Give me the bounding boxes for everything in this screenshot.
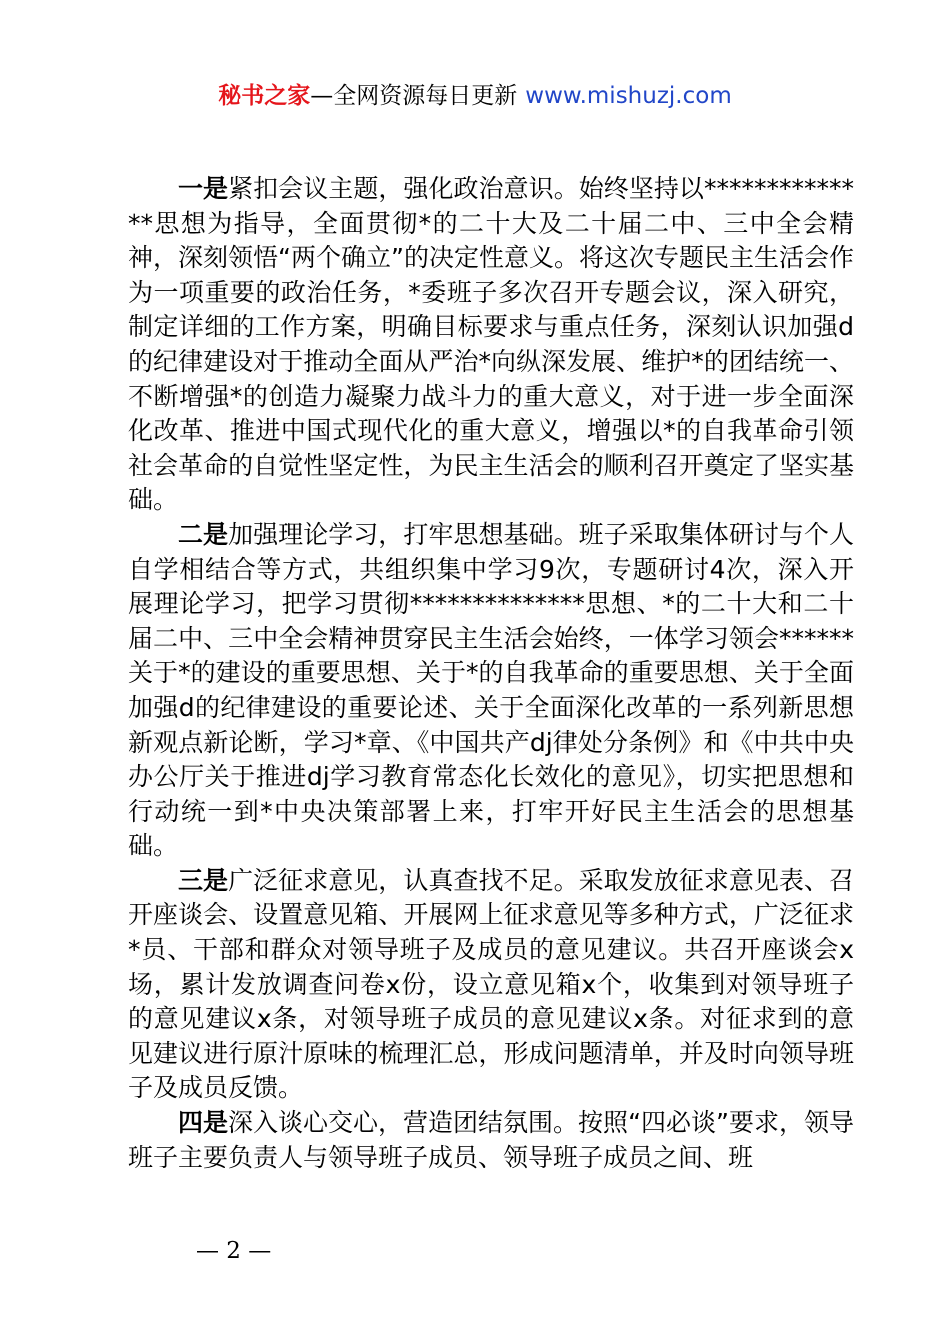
site-header xyxy=(0,80,950,112)
site-url-link[interactable]: www.mishuzj.com xyxy=(525,83,732,109)
paragraph-text: 广泛征求意见，认真查找不足。采取发放征求意见表、召开座谈会、设置意见箱、开展网上征求意见等多种方式，广泛征求*员、干部和群众对领导班子及成员的意见建议。共召开座谈会x场，累计发放调查问卷x份，设立意见箱x个，收集到对领导班子的意见建议x条，对领导班子成员的意见建议x条。对征求到的意见建议进行原汁原味的梳理汇总，形成问题清单，并及时向领导班子及成员反馈。 xyxy=(128,865,854,1103)
paragraph-3 xyxy=(128,864,854,1106)
paragraph-1 xyxy=(128,172,854,518)
paragraph-text: 紧扣会议主题，强化政治意识。始终坚持以**************思想为指导，全面贯彻*的二十大及二十届二中、三中全会精神，深刻领悟“两个确立”的决定性意义。将这次专题民主生活会作为一项重要的政治任务，*委班子多次召开专题会议，深入研究，制定详细的工作方案，明确目标要求与重点任务，深刻认识加强d的纪律建设对于推动全面从严治*向纵深发展、维护*的团结统一、不断增强*的创造力凝聚力战斗力的重大意义，对于进一步全面深化改革、推进中国式现代化的重大意义，增强以*的自我革命引领社会革命的自觉性坚定性，为民主生活会的顺利召开奠定了坚实基础。 xyxy=(128,174,854,515)
paragraph-lead: 一是 xyxy=(178,174,229,203)
paragraph-2 xyxy=(128,518,854,864)
paragraph-text: 加强理论学习，打牢思想基础。班子采取集体研讨与个人自学相结合等方式，共组织集中学习9次，专题研讨4次，深入开展理论学习，把学习贯彻**************思想、*的二十大和二十届二中、三中全会精神贯穿民主生活会始终，一体学习领会******关于*的建设的重要思想、关于*的自我革命的重要思想、关于全面加强d的纪律建设的重要论述、关于全面深化改革的一系列新思想新观点新论断，学习*章、《中国共产dj律处分条例》和《中共中央办公厅关于推进dj学习教育常态化长效化的意见》，切实把思想和行动统一到*中央决策部署上来，打牢开好民主生活会的思想基础。 xyxy=(128,519,854,861)
document-body xyxy=(128,172,854,1175)
paragraph-lead: 四是 xyxy=(178,1108,229,1138)
paragraph-lead: 二是 xyxy=(178,519,229,549)
page-number: — 2 — xyxy=(196,1238,272,1264)
site-brand: 秘书之家 xyxy=(218,83,311,109)
paragraph-lead: 三是 xyxy=(178,865,229,895)
site-slogan: —全网资源每日更新 xyxy=(310,83,518,109)
paragraph-text: 深入谈心交心，营造团结氛围。按照“四必谈”要求，领导班子主要负责人与领导班子成员、领导班子成员之间、班 xyxy=(128,1108,854,1172)
paragraph-4 xyxy=(128,1106,854,1175)
